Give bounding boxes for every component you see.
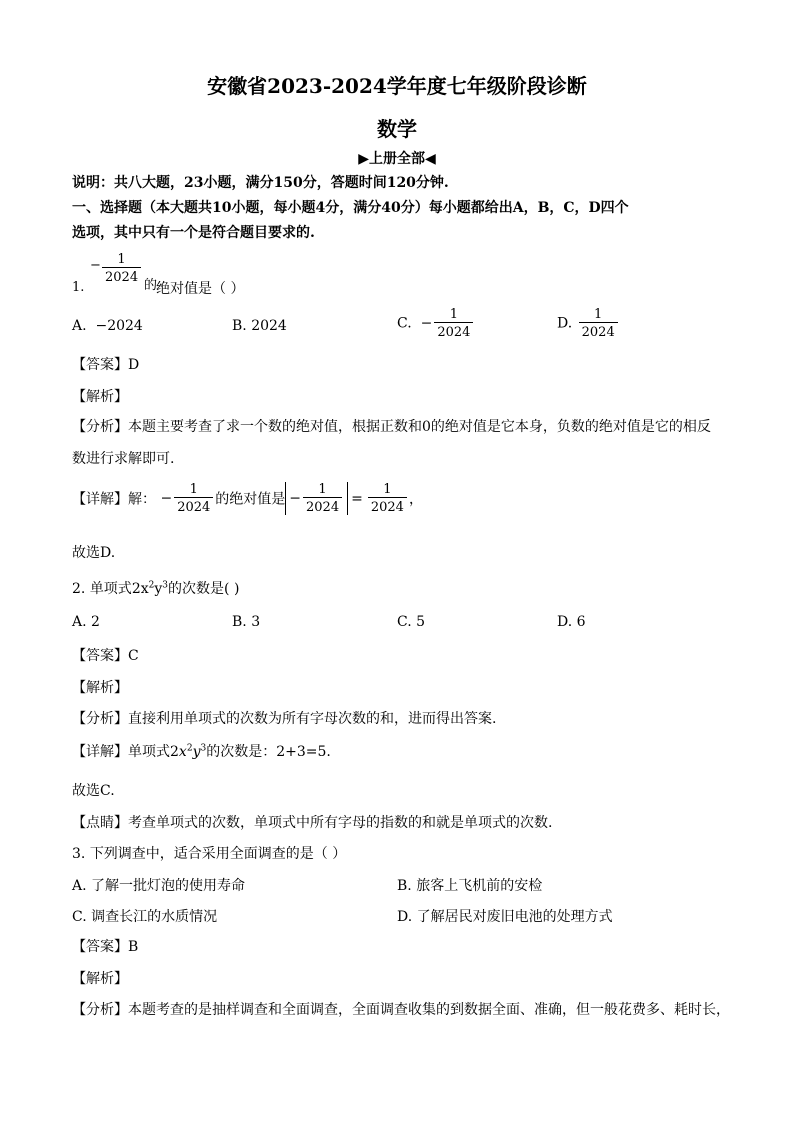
q1-option-c: C. − $\frac{1}{2024}$ bbox=[397, 307, 475, 340]
question-3-stem: 3. 下列调查中，适合采用全面调查的是（ ） bbox=[72, 846, 347, 862]
q2-dianjing: 【点睛】考查单项式的次数，单项式中所有字母的指数的和就是单项式的次数. bbox=[72, 815, 553, 831]
instructions: 说明：共八大题，23小题，满分150分，答题时间120分钟. bbox=[72, 175, 449, 191]
fraction: $\frac{1}{2024}$ bbox=[102, 252, 141, 285]
section-heading-line1: 一、选择题（本大题共10小题，每小题4分，满分40分）每小题都给出A，B，C，D四个 bbox=[72, 200, 629, 216]
question-number: 1. bbox=[72, 280, 85, 295]
document-page: 安徽省2023-2024学年度七年级阶段诊断 数学 ▶上册全部◀ 说明：共八大题，23小题，满分150分，答题时间120分钟. 一、选择题（本大题共10小题，每小题4分，满分40分）每小题都给出A，B，C，D四个 选项，其中只有一个是符合题目要求的. 1. − $\frac{1}{2024}$ 的 绝对值是（ ） A. −2024 B. 2024 C. − $\frac{1}{2024}$ D. $\frac{1}{2024}$ 【答案】D 【解析】 【分析】本题主要考查了求一个数的绝对值，根据正数和0的绝对值是它本身，负数的绝对值是它的相反 数进行求解即可. 【详解】解： − $\frac{1}{2024}$ 的绝对值是 − $\frac{1}{2024}$ = $\frac{1}{2024}$ ， 故选D. 2. 单项式$2x^2y^3$的次数是( ) A. 2 B. 3 C. 5 D. 6 【答案】C 【解析】 【分析】直接利用单项式的次数为所有字母次数的和，进而得出答案. 【详解】单项式$2x^2y^3$的次数是：2+3=5. 故选C. 【点睛】考查单项式的次数，单项式中所有字母的指数的和就是单项式的次数. 3. 下列调查中，适合采用全面调查的是（ ） A. 了解一批灯泡的使用寿命 B. 旅客上飞机前的安检 C. 调查长江的水质情况 D. 了解居民对废旧电池的处理方式 【答案】B 【解析】 【分析】本题考查的是抽样调查和全面调查，全面调查收集的到数据全面、准确，但一般花费多、耗时长， bbox=[0, 0, 794, 1123]
q2-analysis-label: 【解析】 bbox=[72, 680, 128, 696]
document-title: 安徽省2023-2024学年度七年级阶段诊断 bbox=[207, 74, 587, 98]
q3-analysis-label: 【解析】 bbox=[72, 971, 128, 987]
q2-option-c: C. 5 bbox=[397, 614, 426, 630]
section-heading-line2: 选项，其中只有一个是符合题目要求的. bbox=[72, 225, 315, 241]
absolute-value: − $\frac{1}{2024}$ bbox=[285, 482, 348, 515]
q1-answer: 【答案】D bbox=[72, 357, 140, 373]
question-2-stem: 2. 单项式$2x^2y^3$的次数是( ) bbox=[72, 580, 240, 597]
q1-analysis-label: 【解析】 bbox=[72, 389, 128, 405]
scope-label: ▶上册全部◀ bbox=[358, 151, 436, 167]
q3-option-b: B. 旅客上飞机前的安检 bbox=[397, 878, 543, 894]
question-text: 绝对值是（ ） bbox=[156, 281, 245, 297]
q3-option-a: A. 了解一批灯泡的使用寿命 bbox=[72, 878, 246, 894]
q3-fenxi-line1: 【分析】本题考查的是抽样调查和全面调查，全面调查收集的到数据全面、准确，但一般花费多、耗时长， bbox=[72, 1002, 730, 1018]
q1-fenxi-line2: 数进行求解即可. bbox=[72, 451, 175, 467]
q2-detail: 【详解】单项式$2x^2y^3$的次数是：2+3=5. bbox=[72, 743, 331, 760]
q1-conclusion: 故选D. bbox=[72, 545, 116, 561]
q3-option-d: D. 了解居民对废旧电池的处理方式 bbox=[397, 909, 613, 925]
q2-option-a: A. 2 bbox=[72, 614, 100, 630]
minus-sign: − bbox=[90, 258, 101, 273]
subject-title: 数学 bbox=[377, 117, 417, 141]
q3-answer: 【答案】B bbox=[72, 939, 139, 955]
q2-conclusion: 故选C. bbox=[72, 783, 115, 799]
q2-option-d: D. 6 bbox=[557, 614, 586, 630]
q1-detail: 【详解】解： − $\frac{1}{2024}$ 的绝对值是 − $\frac{1}{2024}$ = $\frac{1}{2024}$ ， bbox=[72, 482, 423, 515]
q3-option-c: C. 调查长江的水质情况 bbox=[72, 909, 218, 925]
q1-option-a: A. −2024 bbox=[72, 318, 143, 334]
q1-fenxi-line1: 【分析】本题主要考查了求一个数的绝对值，根据正数和0的绝对值是它本身，负数的绝对值是它的相反 bbox=[72, 419, 711, 435]
q2-option-b: B. 3 bbox=[232, 614, 261, 630]
q2-answer: 【答案】C bbox=[72, 648, 139, 664]
q2-fenxi: 【分析】直接利用单项式的次数为所有字母次数的和，进而得出答案. bbox=[72, 711, 497, 727]
q1-option-b: B. 2024 bbox=[232, 318, 287, 334]
q1-option-d: D. $\frac{1}{2024}$ bbox=[557, 307, 620, 340]
